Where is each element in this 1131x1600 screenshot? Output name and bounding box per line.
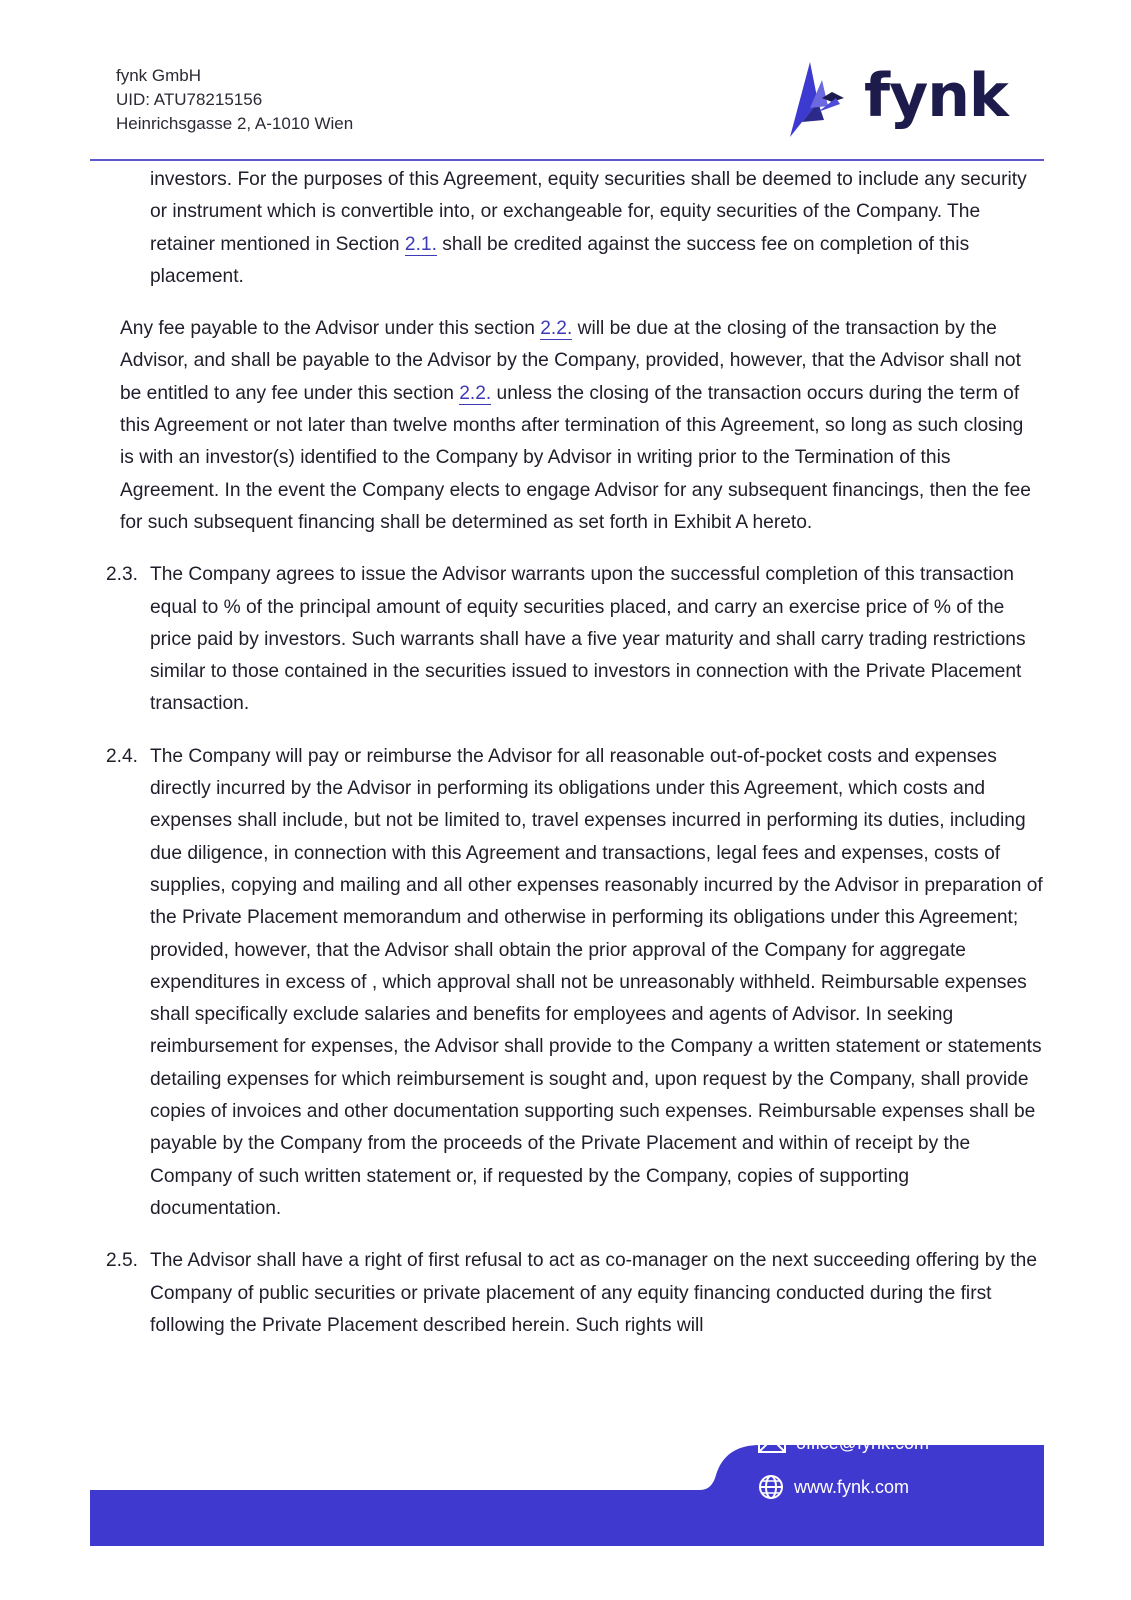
company-info: [116, 64, 353, 136]
continued-paragraph: investors. For the purposes of this Agreement, equity securities shall be deemed to include any security or instrument which is convertible into, or exchangeable for, equity securities of the Company. The retainer mentioned in Section 2.1. shall be credited against the success fee on completion of this placement.: [150, 169, 1027, 287]
website-url: www.fynk.com: [794, 1477, 910, 1497]
fynk-logo: [806, 62, 1006, 142]
company-name: fynk GmbH: [116, 66, 202, 85]
globe-icon: [758, 1474, 784, 1500]
clause-text: The Company will pay or reimburse the Advisor for all reasonable out-of-pocket costs and expenses directly incurred by the Advisor in performing its obligations under this Agreement, which costs and expenses shall include, but not be limited to, travel expenses incurred in performing its duties, including due diligence, in connection with this Agreement and transactions, legal fees and expenses, costs of supplies, copying and mailing and all other expenses reasonably incurred by the Advisor in preparation of the Private Placement memorandum and otherwise in performing its obligations under this Agreement; provided, however, that the Advisor shall obtain the prior approval of the Company for aggregate expenditures in excess of , which approval shall not be unreasonably withheld. Reimbursable expenses shall specifically exclude salaries and benefits for employees and agents of Advisor. In seeking reimbursement for expenses, the Advisor shall provide to the Company a written statement or statements detailing expenses for which reimbursement is sought and, upon request by the Company, shall provide copies of invoices and other documentation supporting such expenses. Reimbursable expenses shall be payable by the Company from the proceeds of the Private Placement and within of receipt by the Company of such written statement or, if requested by the Company, copies of supporting documentation.: [150, 745, 1043, 1219]
clause-number: 2.5.: [106, 1250, 139, 1272]
clause-2-5: [0, 1245, 1131, 1342]
section-reference-link[interactable]: 2.1.: [404, 233, 437, 255]
section-reference-link[interactable]: 2.2.: [540, 318, 573, 340]
company-uid: UID: ATU78215156: [116, 90, 263, 109]
logo-wordmark: fynk: [864, 61, 1008, 131]
bird-logo-icon: [788, 62, 848, 142]
header-divider: [90, 159, 1044, 161]
footer-website[interactable]: [758, 1474, 909, 1500]
footer-email[interactable]: [758, 1431, 929, 1455]
clause-2-4: [0, 741, 1131, 1225]
clause-number: 2.4.: [106, 745, 139, 767]
section-reference-link[interactable]: 2.2.: [459, 382, 492, 404]
envelope-icon: [758, 1433, 786, 1453]
email-address: office@fynk.com: [796, 1433, 929, 1453]
company-address: Heinrichsgasse 2, A-1010 Wien: [116, 114, 354, 133]
document-body: [0, 164, 1131, 1342]
clause-number: 2.3.: [106, 564, 139, 586]
clause-2-3: [0, 559, 1131, 720]
fee-paragraph: Any fee payable to the Advisor under this section 2.2. will be due at the closing of the transaction by the Advisor, and shall be payable to the Advisor by the Company, provided, however, that the Advisor shall not be entitled to any fee under this section 2.2. unless the closing of the transaction occurs during the term of this Agreement or not later than twelve months after termination of this Agreement, so long as such closing is with an investor(s) identified to the Company by Advisor in writing prior to the Termination of this Agreement. In the event the Company elects to engage Advisor for any subsequent financings, then the fee for such subsequent financing shall be determined as set forth in Exhibit A hereto.: [120, 318, 1031, 533]
clause-text: The Advisor shall have a right of first refusal to act as co-manager on the next succeeding offering by the Company of public securities or private placement of any equity financing conducted during the first following the Private Placement described herein. Such rights will: [150, 1250, 1038, 1336]
clause-text: The Company agrees to issue the Advisor warrants upon the successful completion of this transaction equal to % of the principal amount of equity securities placed, and carry an exercise price of % of the price paid by investors. Such warrants shall have a five year maturity and shall carry trading restrictions similar to those contained in the securities issued to investors in connection with the Private Placement transaction.: [150, 564, 1026, 715]
